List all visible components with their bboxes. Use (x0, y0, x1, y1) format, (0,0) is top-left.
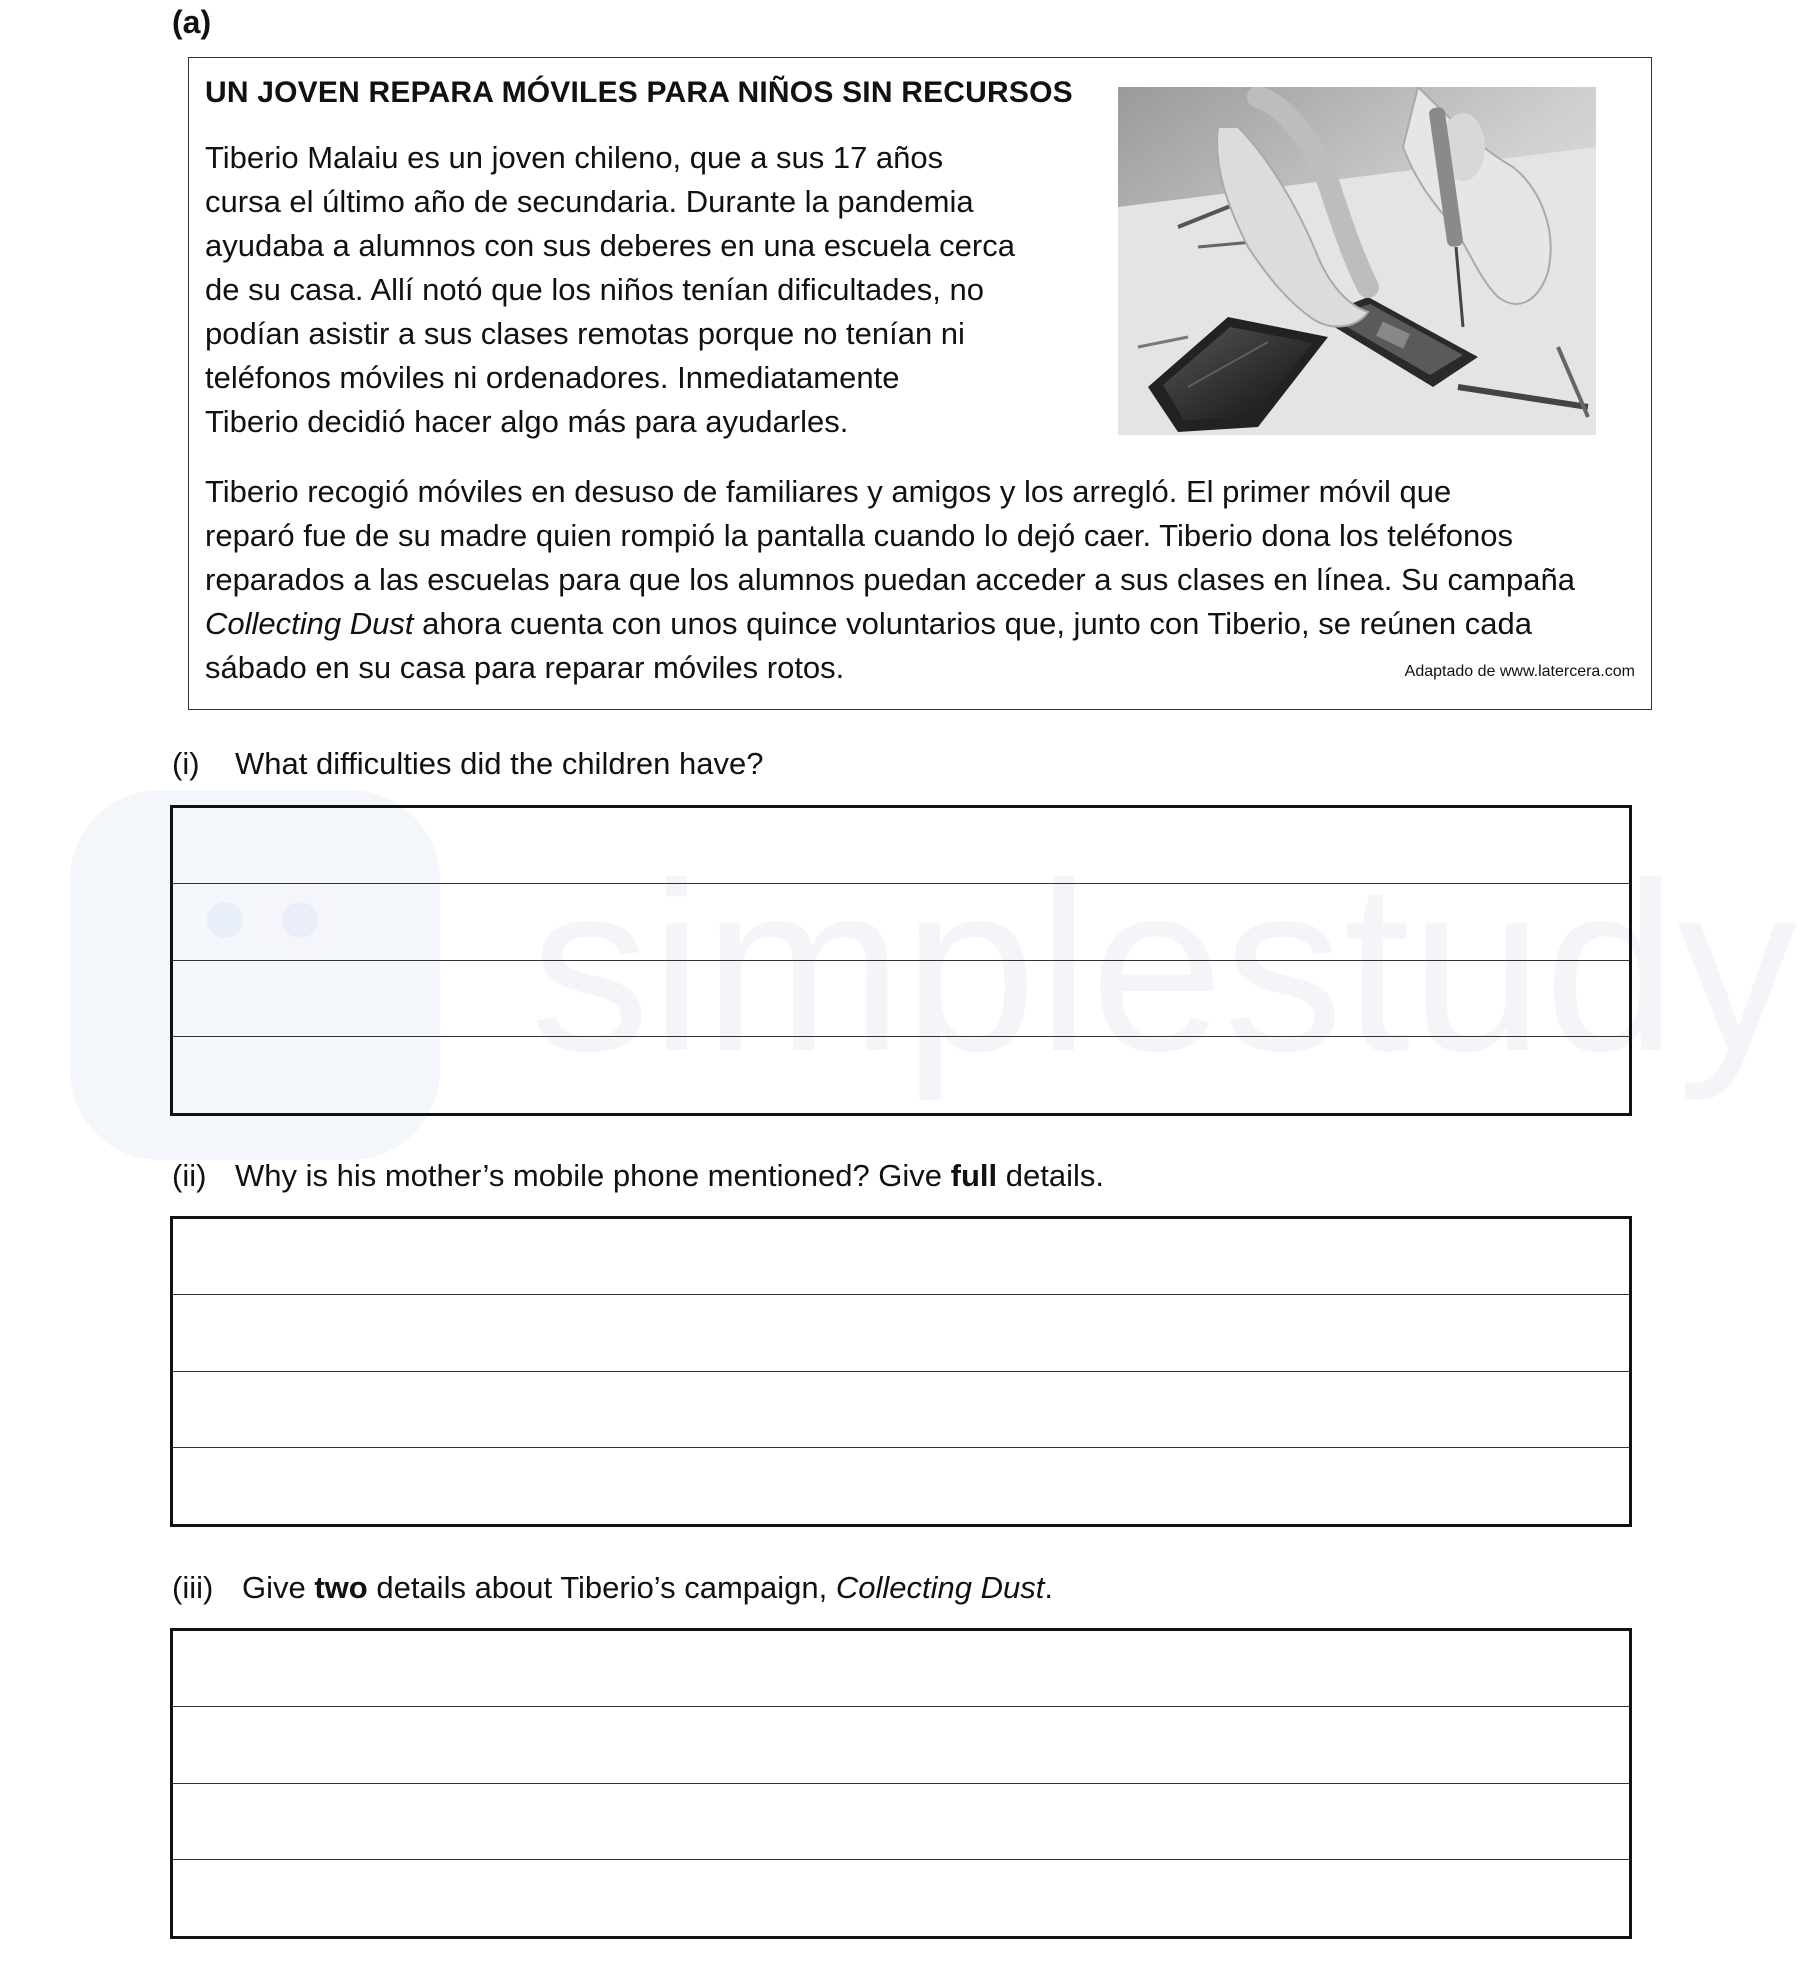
question-ii (172, 1158, 1104, 1194)
article-source: Adaptado de www.latercera.com (1404, 663, 1635, 680)
campaign-name: Collecting Dust (205, 606, 414, 641)
question-number: (i) (172, 746, 200, 781)
question-text: details. (997, 1158, 1104, 1193)
answer-line[interactable] (173, 1448, 1629, 1524)
paragraph-line: Tiberio recogió móviles en desuso de familiares y amigos y los arregló. El primer móvil que (205, 474, 1452, 509)
answer-line[interactable] (173, 1784, 1629, 1860)
paragraph-line: teléfonos móviles ni ordenadores. Inmediatamente (205, 360, 900, 395)
question-text: Give (242, 1570, 315, 1605)
article-headline: UN JOVEN REPARA MÓVILES PARA NIÑOS SIN RECURSOS (205, 76, 1073, 109)
question-text: details about Tiberio’s campaign, (367, 1570, 836, 1605)
answer-line[interactable] (173, 1707, 1629, 1783)
question-iii (172, 1570, 1053, 1606)
question-text: . (1044, 1570, 1053, 1605)
question-number: (iii) (172, 1570, 214, 1605)
paragraph-line (205, 602, 1645, 646)
question-text: What difficulties did the children have? (235, 746, 764, 781)
answer-line[interactable] (173, 1631, 1629, 1707)
answer-line[interactable] (173, 1860, 1629, 1936)
article-box (188, 57, 1652, 710)
paragraph-line: cursa el último año de secundaria. Durante la pandemia (205, 184, 974, 219)
answer-box-iii[interactable] (170, 1628, 1632, 1939)
paragraph-line-rest: ahora cuenta con unos quince voluntarios que, junto con Tiberio, se reúnen cada (413, 606, 1532, 641)
paragraph-line: podían asistir a sus clases remotas porque no tenían ni (205, 316, 965, 351)
paragraph-line: sábado en su casa para reparar móviles rotos. (205, 650, 845, 685)
answer-box-i[interactable] (170, 805, 1632, 1116)
phone-repair-photo (1118, 87, 1596, 435)
article-paragraph-1 (205, 136, 1105, 444)
answer-line[interactable] (173, 961, 1629, 1037)
answer-line[interactable] (173, 1295, 1629, 1371)
answer-line[interactable] (173, 884, 1629, 960)
paragraph-line: Tiberio Malaiu es un joven chileno, que a sus 17 años (205, 140, 944, 175)
answer-line[interactable] (173, 1037, 1629, 1113)
part-label: (a) (172, 4, 212, 40)
question-emphasis: two (314, 1570, 368, 1605)
paragraph-line: reparó fue de su madre quien rompió la pantalla cuando lo dejó caer. Tiberio dona los teléfonos (205, 518, 1514, 553)
question-number: (ii) (172, 1158, 207, 1193)
answer-line[interactable] (173, 808, 1629, 884)
answer-line[interactable] (173, 1219, 1629, 1295)
campaign-name: Collecting Dust (835, 1570, 1045, 1605)
paragraph-line: reparados a las escuelas para que los alumnos puedan acceder a sus clases en línea. Su campaña (205, 562, 1576, 597)
paragraph-line: de su casa. Allí notó que los niños tenían dificultades, no (205, 272, 984, 307)
article-paragraph-2 (205, 470, 1645, 690)
question-text: Why is his mother’s mobile phone mentioned? Give (235, 1158, 951, 1193)
paragraph-line: Tiberio decidió hacer algo más para ayudarles. (205, 404, 849, 439)
answer-box-ii[interactable] (170, 1216, 1632, 1527)
question-emphasis: full (950, 1158, 998, 1193)
watermark-text: simplestudy (530, 833, 1798, 1101)
answer-line[interactable] (173, 1372, 1629, 1448)
paragraph-line: ayudaba a alumnos con sus deberes en una escuela cerca (205, 228, 1015, 263)
question-i (172, 746, 763, 782)
